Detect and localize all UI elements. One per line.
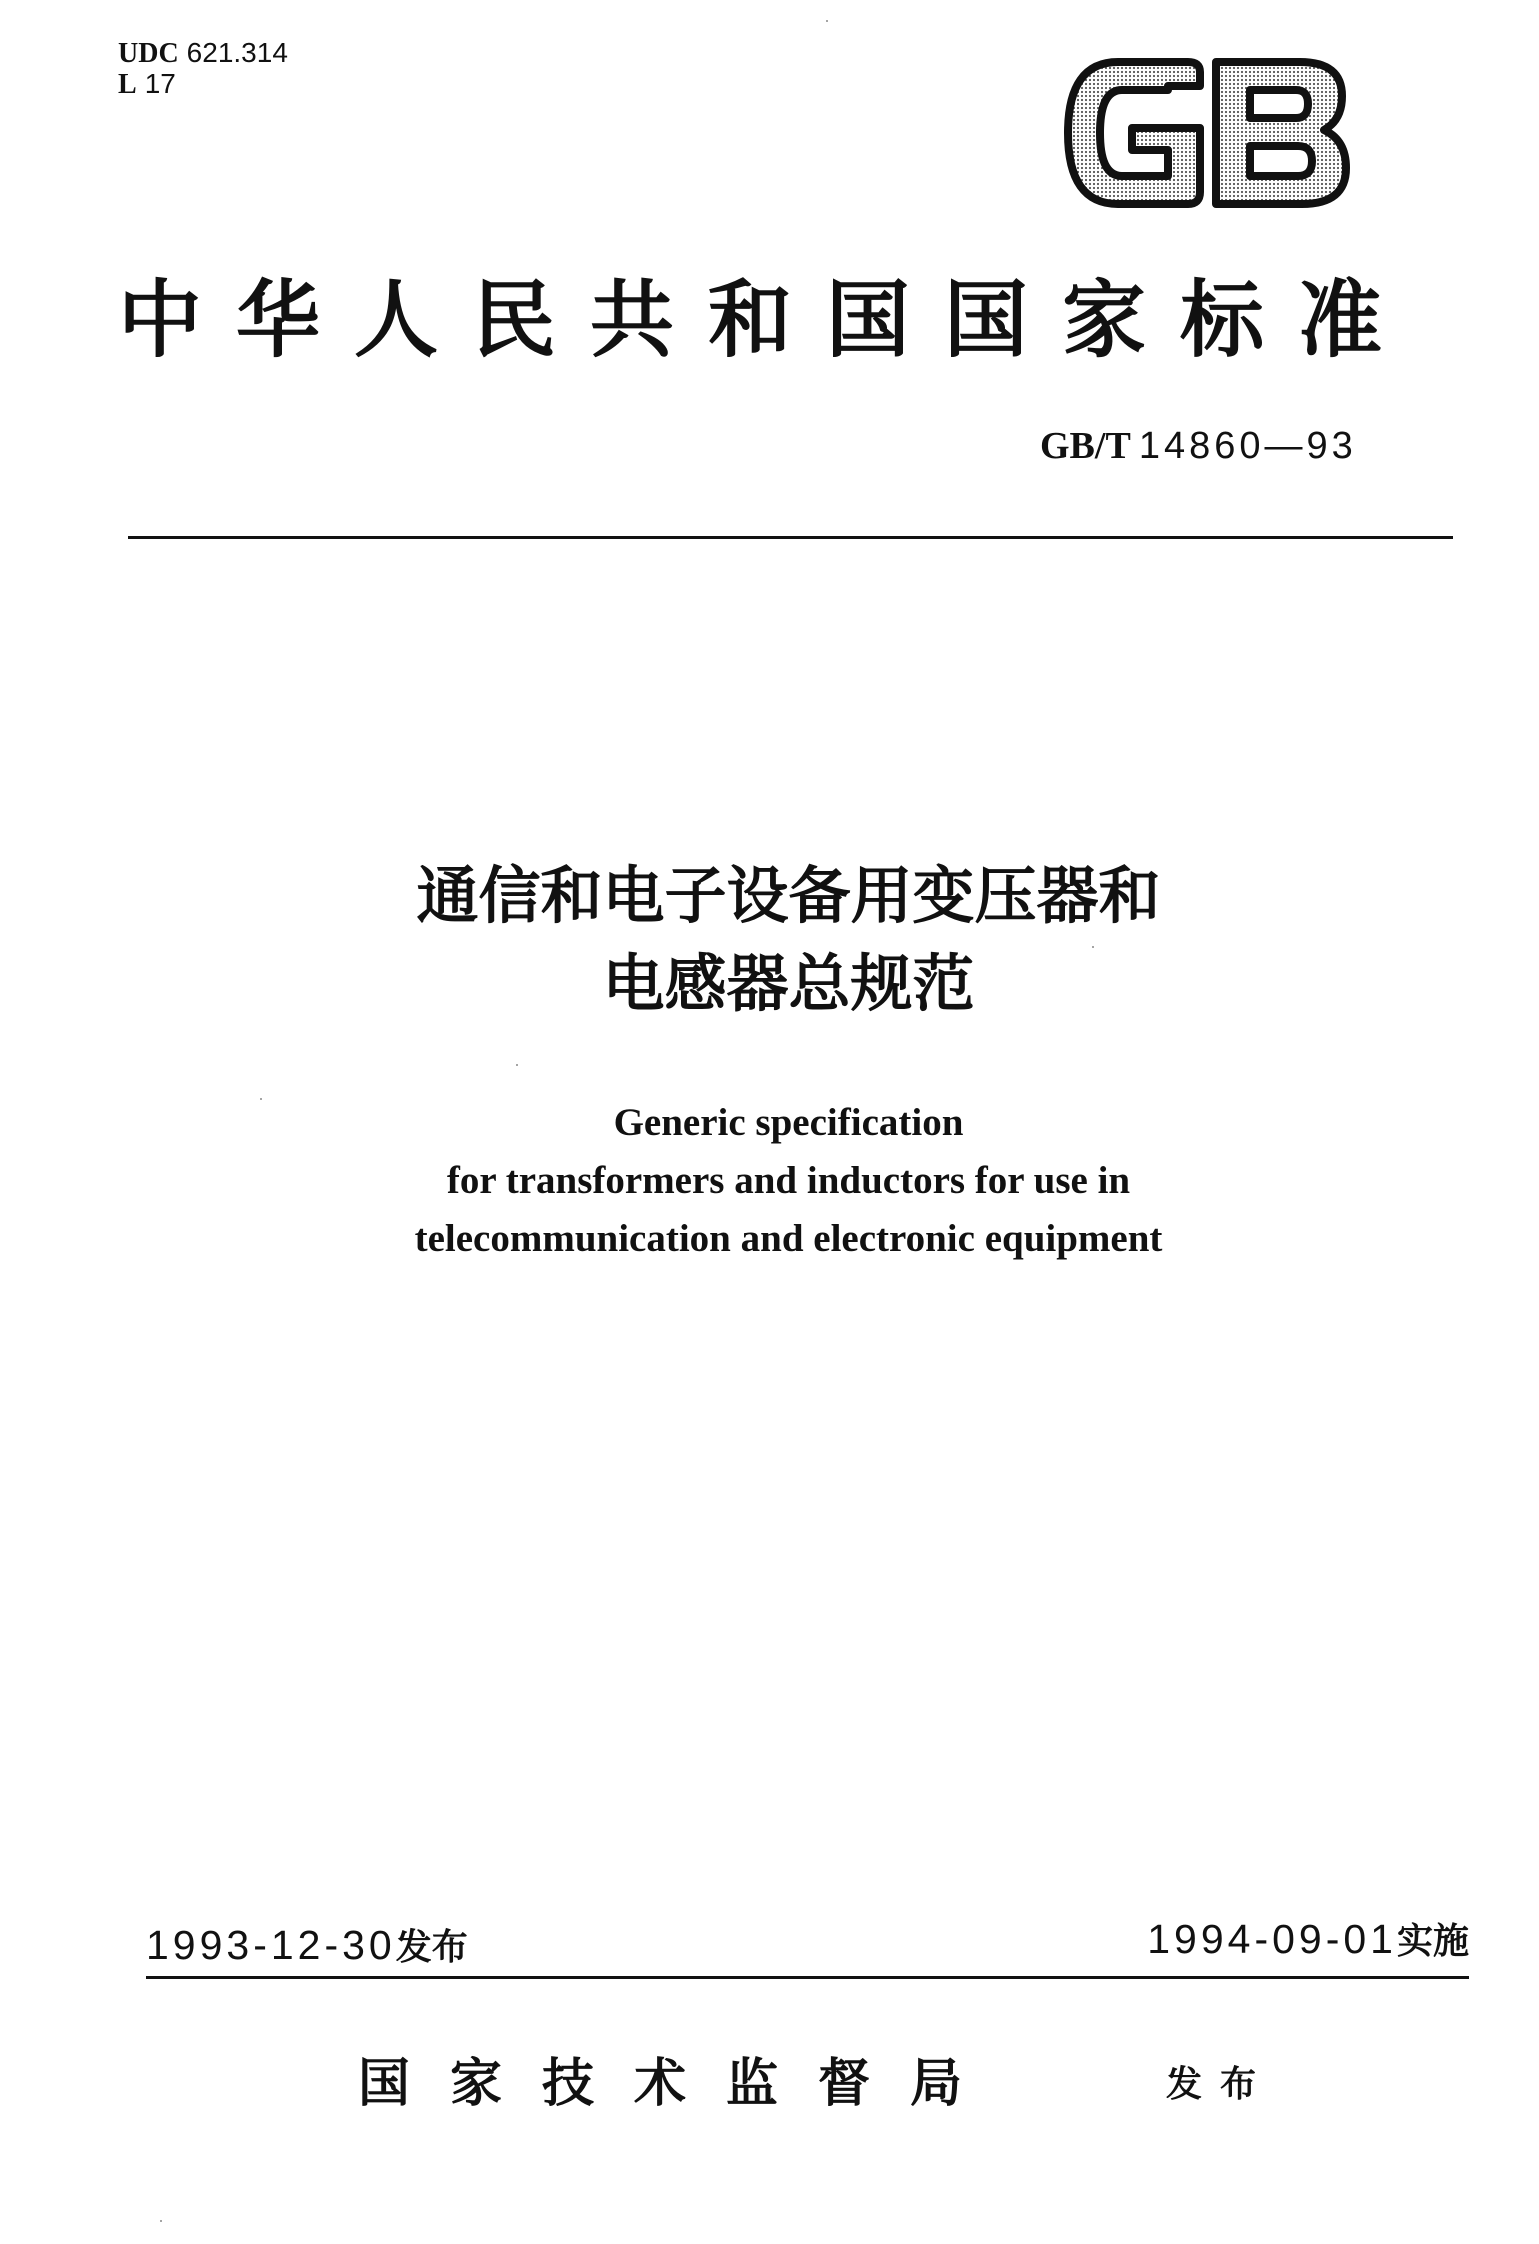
implementation-date-label: 实施 bbox=[1396, 1921, 1469, 1962]
document-title-chinese bbox=[0, 852, 1539, 1028]
udc-number: 621.314 bbox=[186, 37, 288, 68]
standard-code-number: 14860—93 bbox=[1138, 425, 1357, 467]
implementation-date-value: 1994-09-01 bbox=[1147, 1916, 1397, 1962]
udc-classification bbox=[118, 38, 288, 100]
document-title-english-line-3: telecommunication and electronic equipment bbox=[414, 1217, 1163, 1260]
issue-date-label: 发布 bbox=[395, 1927, 468, 1968]
bottom-divider bbox=[146, 1976, 1469, 1979]
document-title-english bbox=[0, 1094, 1539, 1268]
implementation-date bbox=[1147, 1914, 1469, 1967]
udc-line bbox=[118, 38, 288, 69]
gb-logo bbox=[1060, 58, 1350, 208]
standard-code bbox=[1040, 424, 1357, 468]
scan-speck bbox=[1092, 946, 1094, 948]
scan-speck bbox=[160, 2220, 162, 2222]
issue-date bbox=[146, 1920, 468, 1973]
top-divider bbox=[128, 536, 1453, 539]
publisher-action: 发布 bbox=[1166, 2064, 1275, 2105]
document-title-chinese-line-2: 电感器总规范 bbox=[602, 947, 975, 1020]
class-line bbox=[118, 69, 288, 100]
publisher-name: 国家技术监督局 bbox=[358, 2053, 1003, 2114]
document-title-english-line-1: Generic specification bbox=[613, 1101, 964, 1144]
issue-date-value: 1993-12-30 bbox=[146, 1922, 396, 1968]
document-title-chinese-line-1: 通信和电子设备用变压器和 bbox=[416, 859, 1161, 932]
standard-code-prefix: GB/T bbox=[1040, 425, 1131, 467]
class-number: 17 bbox=[144, 68, 176, 99]
scan-speck bbox=[826, 20, 828, 22]
class-label: L bbox=[118, 69, 137, 100]
national-standard-title: 中华人民共和国国家标准 bbox=[118, 270, 1417, 369]
udc-label: UDC bbox=[118, 38, 179, 69]
scan-speck bbox=[516, 1064, 518, 1066]
document-title-english-line-2: for transformers and inductors for use in bbox=[446, 1159, 1131, 1202]
scan-speck bbox=[260, 1098, 262, 1100]
